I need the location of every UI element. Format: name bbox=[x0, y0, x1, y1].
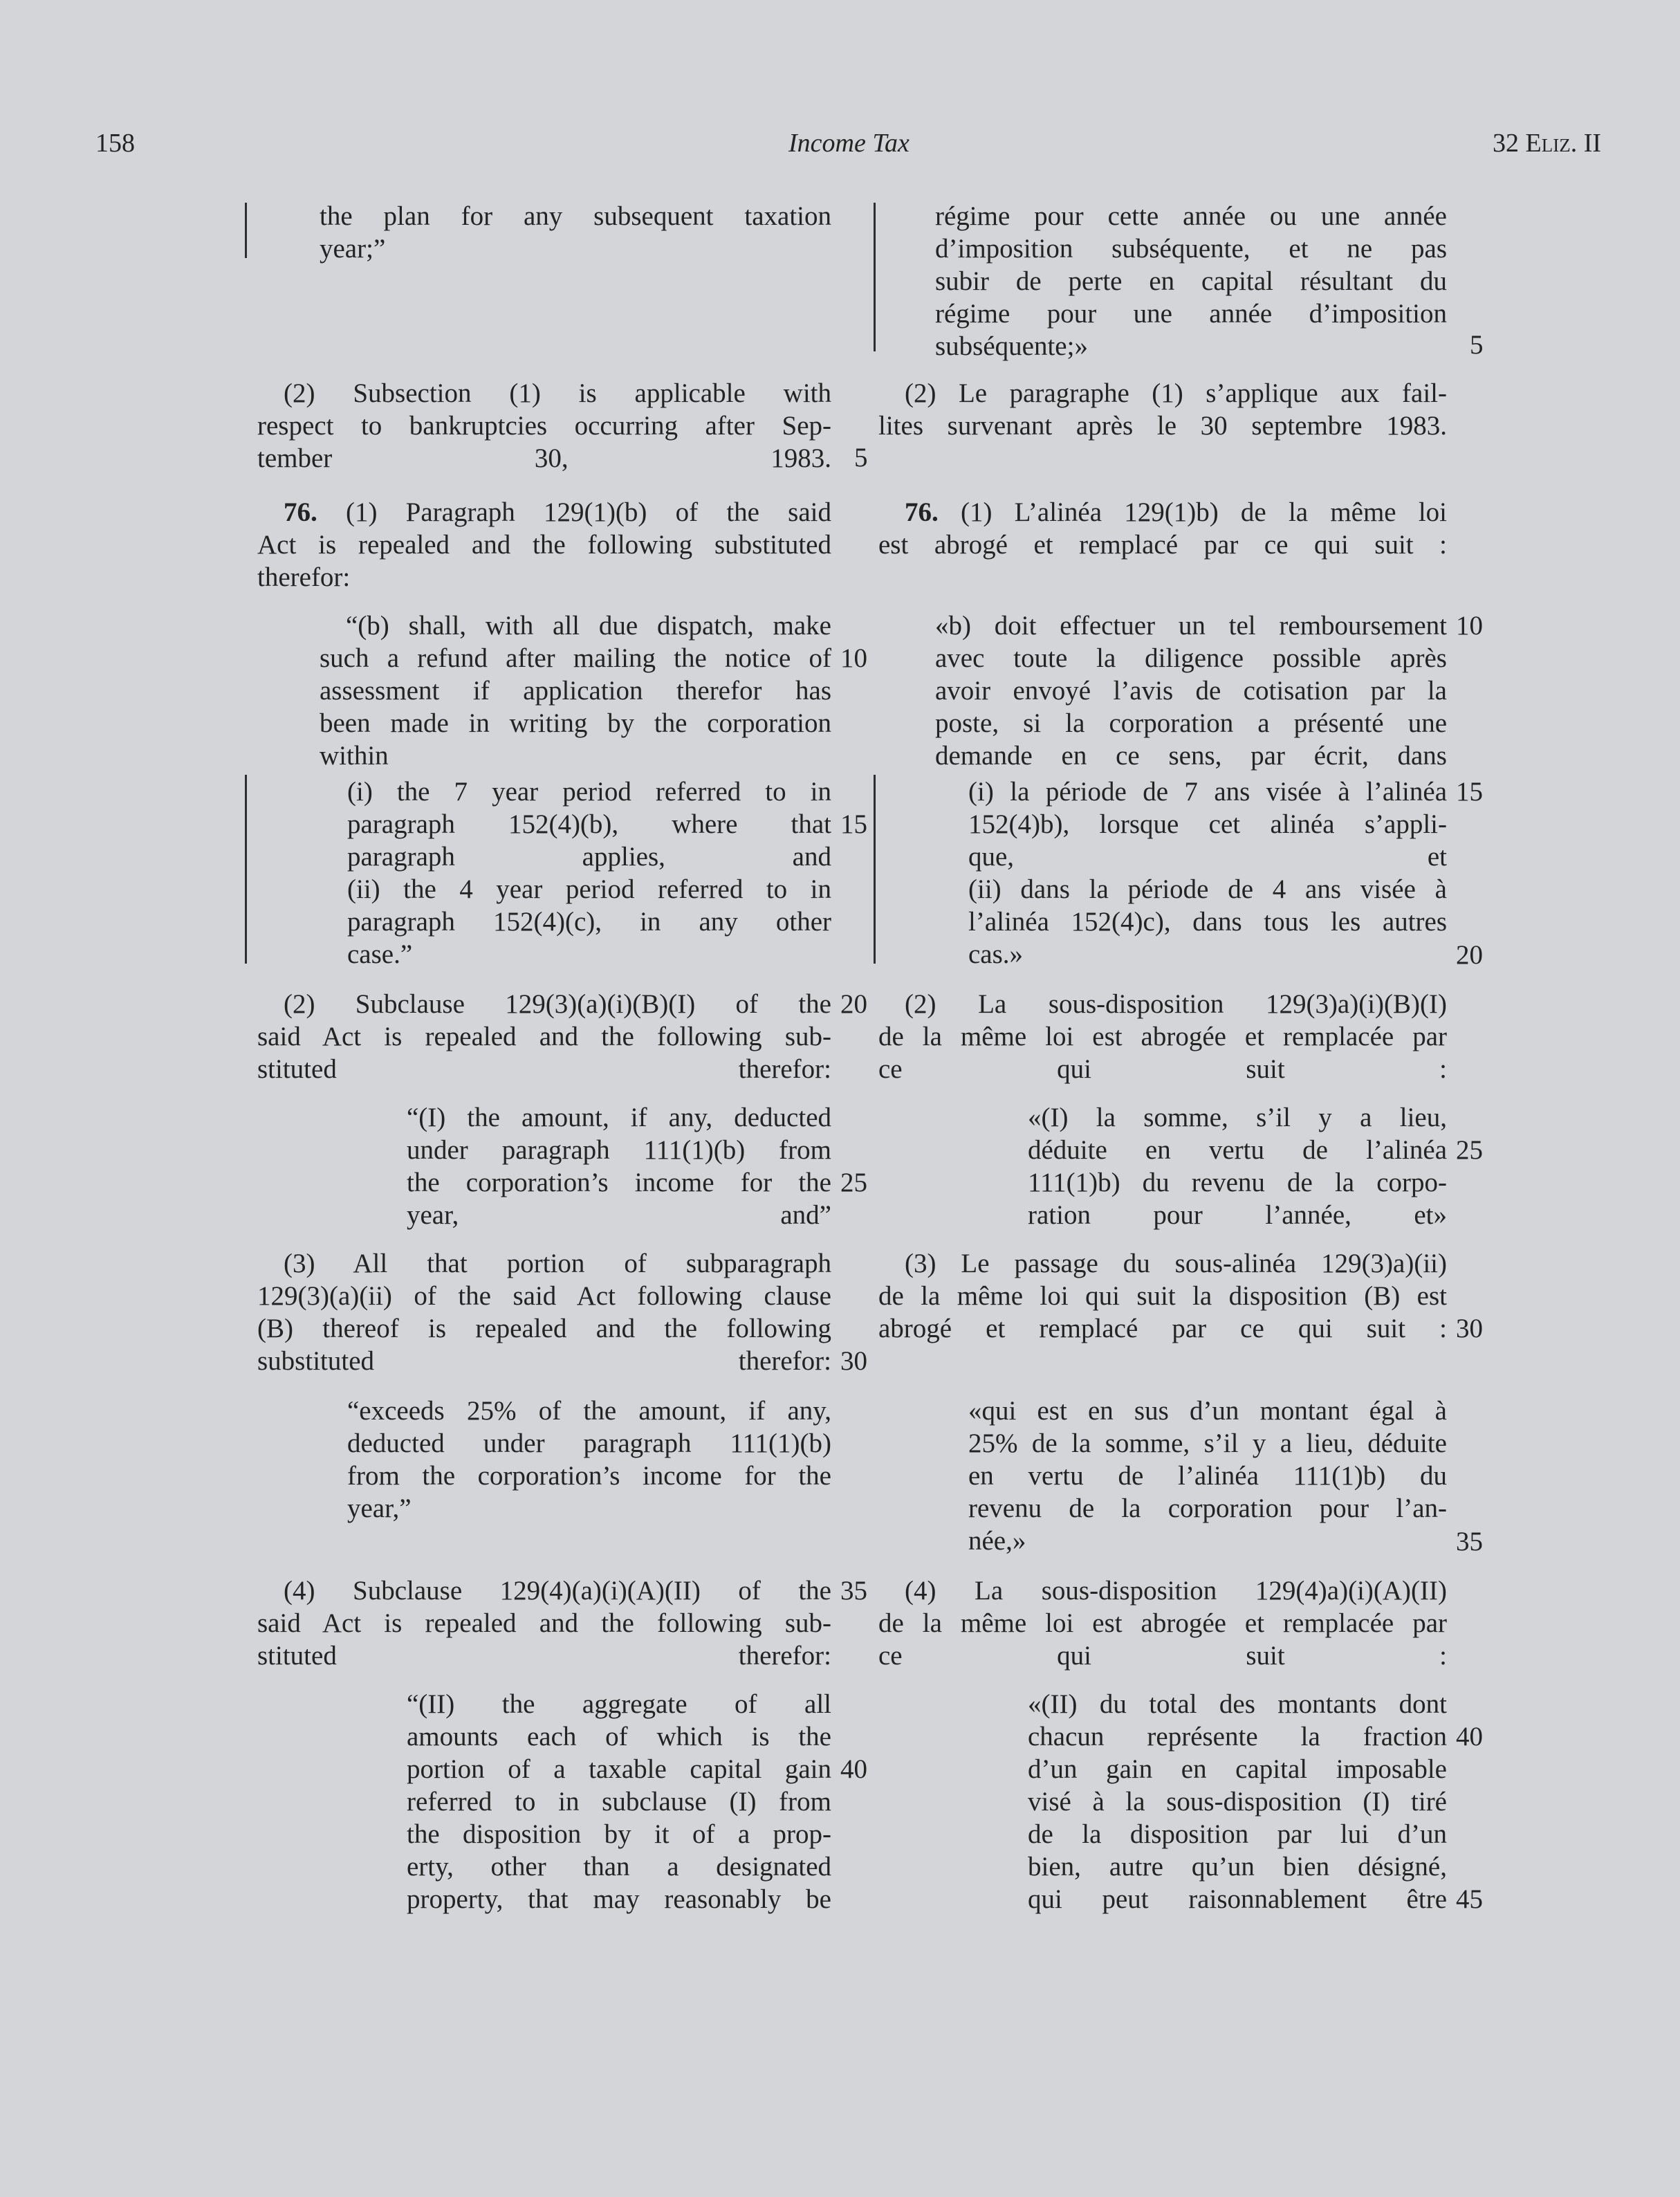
text-line: 129(3)(a)(ii) of the said Act following clause bbox=[257, 1281, 831, 1311]
text-line: de la même loi qui suit la disposition (B) est bbox=[878, 1281, 1447, 1311]
text-line: (2) La sous-disposition 129(3)a)(i)(B)(I) bbox=[905, 989, 1447, 1019]
text-line: paragraph applies, and bbox=[347, 842, 831, 872]
text-line: (i) the 7 year period referred to in bbox=[347, 777, 831, 807]
text-line: «b) doit effectuer un tel remboursement bbox=[935, 611, 1447, 641]
text-line: said Act is repealed and the following sub- bbox=[257, 1022, 831, 1051]
text-line: (1) L’alinéa 129(1)b) de la même loi bbox=[960, 497, 1448, 527]
line-number: 30 bbox=[840, 1346, 867, 1376]
text-line: portion of a taxable capital gain bbox=[407, 1754, 831, 1784]
text-line: l’alinéa 152(4)c), dans tous les autres bbox=[968, 907, 1447, 937]
line-number: 20 bbox=[840, 989, 867, 1019]
text-line: abrogé et remplacé par ce qui suit : bbox=[878, 1314, 1447, 1343]
paragraph bbox=[878, 377, 1447, 442]
quoted-text bbox=[320, 609, 831, 772]
text-line: en vertu de l’alinéa 111(1)b) du bbox=[968, 1461, 1447, 1491]
line-number: 20 bbox=[1456, 940, 1483, 970]
text-line: 152(4)b), lorsque cet alinéa s’appli- bbox=[968, 809, 1447, 839]
text-line: (4) La sous-disposition 129(4)a)(i)(A)(II) bbox=[905, 1576, 1447, 1606]
paragraph bbox=[257, 1247, 831, 1377]
quoted-subparagraphs bbox=[968, 775, 1447, 971]
text-line: (2) Le paragraphe (1) s’applique aux fail- bbox=[905, 378, 1447, 408]
text-line: (2) Subsection (1) is applicable with bbox=[284, 378, 831, 408]
text-line: respect to bankruptcies occurring after Sep- bbox=[257, 411, 831, 441]
text-line: (1) Paragraph 129(1)(b) of the said bbox=[345, 497, 831, 527]
line-number: 5 bbox=[1470, 330, 1484, 360]
text-line: bien, autre qu’un bien désigné, bbox=[1028, 1852, 1447, 1882]
paragraph bbox=[257, 1574, 831, 1672]
text-line: (2) Subclause 129(3)(a)(i)(B)(I) of the bbox=[284, 989, 831, 1019]
text-line: déduite en vertu de l’alinéa bbox=[1028, 1135, 1447, 1165]
text-line: the disposition by it of a prop- bbox=[407, 1819, 831, 1849]
text-line: paragraph 152(4)(c), in any other bbox=[347, 907, 831, 937]
text-line: demande en ce sens, par écrit, dans bbox=[935, 741, 1447, 771]
text-line: within bbox=[320, 741, 389, 771]
quoted-text bbox=[1028, 1101, 1447, 1231]
text-line: «qui est en sus d’un montant égal à bbox=[968, 1396, 1447, 1426]
text-line: lites survenant après le 30 septembre 1983. bbox=[878, 411, 1447, 441]
paragraph bbox=[878, 1574, 1447, 1672]
text-line: (B) thereof is repealed and the following bbox=[257, 1314, 831, 1343]
change-bar bbox=[245, 775, 247, 964]
page-number: 158 bbox=[95, 129, 135, 158]
text-line: qui peut raisonnablement être bbox=[1028, 1884, 1447, 1914]
line-number: 15 bbox=[1456, 777, 1483, 807]
text-line: Act is repealed and the following substituted bbox=[257, 530, 831, 560]
section-paragraph bbox=[878, 496, 1447, 561]
quoted-text bbox=[968, 1395, 1447, 1557]
text-line: née,» bbox=[968, 1526, 1026, 1556]
section-number: 76. bbox=[284, 497, 317, 527]
text-line: year;” bbox=[320, 234, 386, 264]
text-line: «(I) la somme, s’il y a lieu, bbox=[1028, 1103, 1447, 1132]
text-line: d’un gain en capital imposable bbox=[1028, 1754, 1447, 1784]
text-line: substituted therefor: bbox=[257, 1346, 831, 1376]
text-line: deducted under paragraph 111(1)(b) bbox=[347, 1428, 831, 1458]
text-line: «(II) du total des montants dont bbox=[1028, 1689, 1447, 1719]
line-number: 35 bbox=[1456, 1527, 1483, 1556]
line-number: 40 bbox=[1456, 1722, 1483, 1752]
text-line: visé à la sous-disposition (I) tiré bbox=[1028, 1787, 1447, 1817]
text-line: from the corporation’s income for the bbox=[347, 1461, 831, 1491]
change-bar bbox=[245, 203, 247, 258]
quoted-text bbox=[407, 1688, 831, 1915]
text-line: subir de perte en capital résultant du bbox=[935, 266, 1447, 296]
quoted-text bbox=[407, 1101, 831, 1231]
text-line: said Act is repealed and the following sub- bbox=[257, 1608, 831, 1638]
text-line: therefor: bbox=[257, 562, 351, 592]
line-number: 25 bbox=[840, 1168, 867, 1197]
quoted-subparagraphs bbox=[347, 775, 831, 971]
line-number: 30 bbox=[1456, 1314, 1483, 1343]
text-line: “exceeds 25% of the amount, if any, bbox=[347, 1396, 831, 1426]
paragraph bbox=[257, 988, 831, 1085]
text-line: tember 30, 1983. bbox=[257, 443, 831, 473]
text-line: (4) Subclause 129(4)(a)(i)(A)(II) of the bbox=[284, 1576, 831, 1606]
text-line: 25% de la somme, s’il y a lieu, déduite bbox=[968, 1428, 1447, 1458]
line-number: 10 bbox=[840, 643, 867, 673]
text-line: the corporation’s income for the bbox=[407, 1168, 831, 1197]
text-line: the plan for any subsequent taxation bbox=[320, 201, 831, 231]
text-line: (ii) the 4 year period referred to in bbox=[347, 874, 831, 904]
text-line: d’imposition subséquente, et ne pas bbox=[935, 234, 1447, 264]
paragraph bbox=[878, 1247, 1447, 1345]
text-line: referred to in subclause (I) from bbox=[407, 1787, 831, 1817]
text-line: que, et bbox=[968, 842, 1447, 872]
quoted-text bbox=[347, 1395, 831, 1525]
text-line: (i) la période de 7 ans visée à l’alinéa bbox=[968, 777, 1447, 807]
text-line: (3) All that portion of subparagraph bbox=[284, 1249, 831, 1278]
text-line: de la même loi est abrogée et remplacée par bbox=[878, 1608, 1447, 1638]
volume-label: 32 Eliz. II bbox=[1493, 129, 1601, 158]
text-line: “(I) the amount, if any, deducted bbox=[407, 1103, 831, 1132]
text-line: year,” bbox=[347, 1493, 412, 1523]
quoted-text bbox=[935, 609, 1447, 772]
text-line: erty, other than a designated bbox=[407, 1852, 831, 1882]
quoted-text bbox=[1028, 1688, 1447, 1915]
text-line: ce qui suit : bbox=[878, 1054, 1447, 1084]
line-number: 25 bbox=[1456, 1135, 1483, 1165]
text-line: de la même loi est abrogée et remplacée par bbox=[878, 1022, 1447, 1051]
text-line: avoir envoyé l’avis de cotisation par la bbox=[935, 676, 1447, 706]
text-line: ce qui suit : bbox=[878, 1641, 1447, 1671]
line-number: 15 bbox=[840, 809, 867, 839]
text-line: been made in writing by the corporation bbox=[320, 708, 831, 738]
text-line: chacun représente la fraction bbox=[1028, 1722, 1447, 1752]
change-bar bbox=[874, 203, 876, 351]
text-line: property, that may reasonably be bbox=[407, 1884, 831, 1914]
text-line: (ii) dans la période de 4 ans visée à bbox=[968, 874, 1447, 904]
text-line: “(II) the aggregate of all bbox=[407, 1689, 831, 1719]
running-title: Income Tax bbox=[788, 129, 910, 158]
paragraph bbox=[935, 200, 1447, 362]
text-line: ration pour l’année, et» bbox=[1028, 1200, 1447, 1230]
text-line: assessment if application therefor has bbox=[320, 676, 831, 706]
text-line: avec toute la diligence possible après bbox=[935, 643, 1447, 673]
text-line: stituted therefor: bbox=[257, 1641, 831, 1671]
paragraph bbox=[878, 988, 1447, 1085]
text-line: under paragraph 111(1)(b) from bbox=[407, 1135, 831, 1165]
text-line: stituted therefor: bbox=[257, 1054, 831, 1084]
line-number: 45 bbox=[1456, 1884, 1483, 1914]
line-number: 35 bbox=[840, 1576, 867, 1606]
text-line: case.” bbox=[347, 939, 413, 969]
text-line: de la disposition par lui d’un bbox=[1028, 1819, 1447, 1849]
text-line: cas.» bbox=[968, 939, 1024, 969]
text-line: poste, si la corporation a présenté une bbox=[935, 708, 1447, 738]
text-line: 111(1)b) du revenu de la corpo- bbox=[1028, 1168, 1447, 1197]
change-bar bbox=[874, 775, 876, 964]
text-line: subséquente;» bbox=[935, 331, 1088, 361]
line-number: 10 bbox=[1456, 611, 1483, 641]
paragraph bbox=[257, 377, 831, 475]
text-line: (3) Le passage du sous-alinéa 129(3)a)(ii) bbox=[905, 1249, 1447, 1278]
text-line: revenu de la corporation pour l’an- bbox=[968, 1493, 1447, 1523]
section-paragraph bbox=[257, 496, 831, 594]
text-line: régime pour cette année ou une année bbox=[935, 201, 1447, 231]
text-line: “(b) shall, with all due dispatch, make bbox=[346, 611, 831, 641]
line-number: 5 bbox=[854, 443, 868, 472]
text-line: est abrogé et remplacé par ce qui suit : bbox=[878, 530, 1447, 560]
section-number: 76. bbox=[905, 497, 939, 527]
text-line: paragraph 152(4)(b), where that bbox=[347, 809, 831, 839]
line-number: 40 bbox=[840, 1754, 867, 1784]
text-line: amounts each of which is the bbox=[407, 1722, 831, 1752]
text-line: régime pour une année d’imposition bbox=[935, 299, 1447, 329]
paragraph bbox=[320, 200, 831, 265]
text-line: such a refund after mailing the notice of bbox=[320, 643, 831, 673]
text-line: year, and” bbox=[407, 1200, 831, 1230]
